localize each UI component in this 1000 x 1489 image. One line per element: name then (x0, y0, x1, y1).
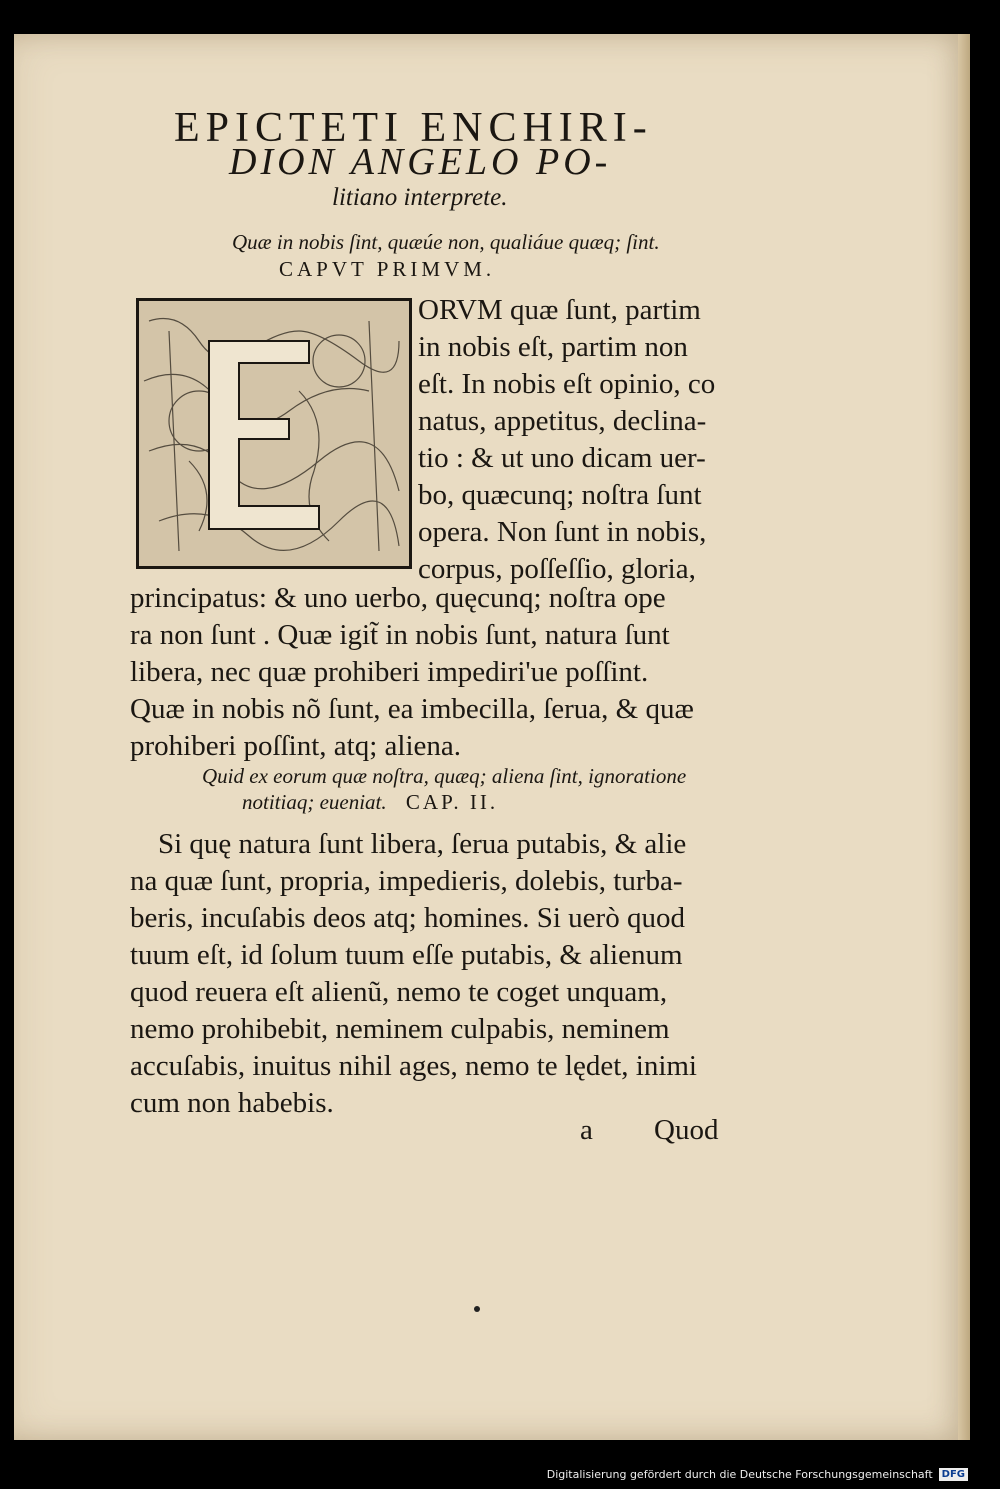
text-line: Quæ in nobis nõ ſunt, ea imbecilla, ſerua, & quæ (130, 693, 694, 725)
chapter2-caption: CAP. II. (405, 790, 499, 814)
text-line: principatus: & uno uerbo, quęcunq; noſtra ope (130, 582, 666, 614)
chapter2-rubric-line-1: Quid ex eorum quæ noſtra, quæq; aliena ſint, ignoratione (202, 764, 687, 788)
footer-text: Digitalisierung gefördert durch die Deutsche Forschungsgemeinschaft (546, 1468, 933, 1481)
text-line: natus, appetitus, declina- (418, 405, 707, 437)
text-line: eſt. In nobis eſt opinio, co (418, 368, 716, 400)
title-line-3: litiano interprete. (332, 184, 508, 211)
text-line: prohiberi poſſint, atq; aliena. (130, 730, 461, 762)
text-line: corpus, poſſeſſio, gloria, (418, 553, 696, 585)
text-line: beris, incuſabis deos atq; homines. Si uerò quod (130, 902, 685, 934)
chapter1-text-beside-initial (418, 292, 715, 588)
text-line: cum non habebis. (130, 1087, 334, 1119)
digitization-footer (547, 1468, 968, 1481)
chapter2-rubric-line-2 (242, 790, 498, 815)
text-line: accuſabis, inuitus nihil ages, nemo te lędet, inimi (130, 1050, 697, 1082)
page-edge (958, 34, 970, 1440)
text-line: Si quę natura ſunt libera, ſerua putabis, & alie (158, 828, 687, 860)
chapter1-text (130, 580, 694, 765)
text-line: nemo prohibebit, neminem culpabis, neminem (130, 1013, 670, 1045)
woodcut-initial-icon (139, 301, 409, 566)
title-line-2: DION ANGELO PO- (229, 141, 612, 183)
text-line: ra non ſunt . Quæ igit̃ in nobis ſunt, natura ſunt (130, 619, 670, 651)
text-line: bo, quæcunq; noſtra ſunt (418, 479, 702, 511)
chapter2-rubric-text: notitiaq; eueniat. (242, 790, 387, 814)
chapter2-text (130, 826, 697, 1122)
text-line: ORVM quæ ſunt, partim (418, 294, 701, 326)
title-line-1: EPICTETI ENCHIRI- (174, 105, 653, 151)
book-page (14, 34, 970, 1440)
text-line: tio : & ut uno dicam uer- (418, 442, 706, 474)
text-line: libera, nec quæ prohiberi impediri'ue poſſint. (130, 656, 649, 688)
woodcut-initial-e (136, 298, 412, 569)
ink-dot (474, 1306, 480, 1312)
chapter1-rubric: Quæ in nobis ſint, quæúe non, qualiáue quæq; ſint. (232, 230, 660, 254)
text-line: opera. Non ſunt in nobis, (418, 516, 707, 548)
text-line: tuum eſt, id ſolum tuum eſſe putabis, & alienum (130, 939, 683, 971)
chapter1-caption: CAPVT PRIMVM. (279, 257, 496, 281)
catchword: Quod (654, 1114, 719, 1146)
text-line: na quæ ſunt, propria, impedieris, dolebis, turba- (130, 865, 683, 897)
text-line: in nobis eſt, partim non (418, 331, 688, 363)
signature-mark: a (580, 1114, 593, 1146)
text-line: quod reuera eſt alienũ, nemo te coget unquam, (130, 976, 668, 1008)
dfg-logo-icon: DFG (939, 1468, 968, 1481)
